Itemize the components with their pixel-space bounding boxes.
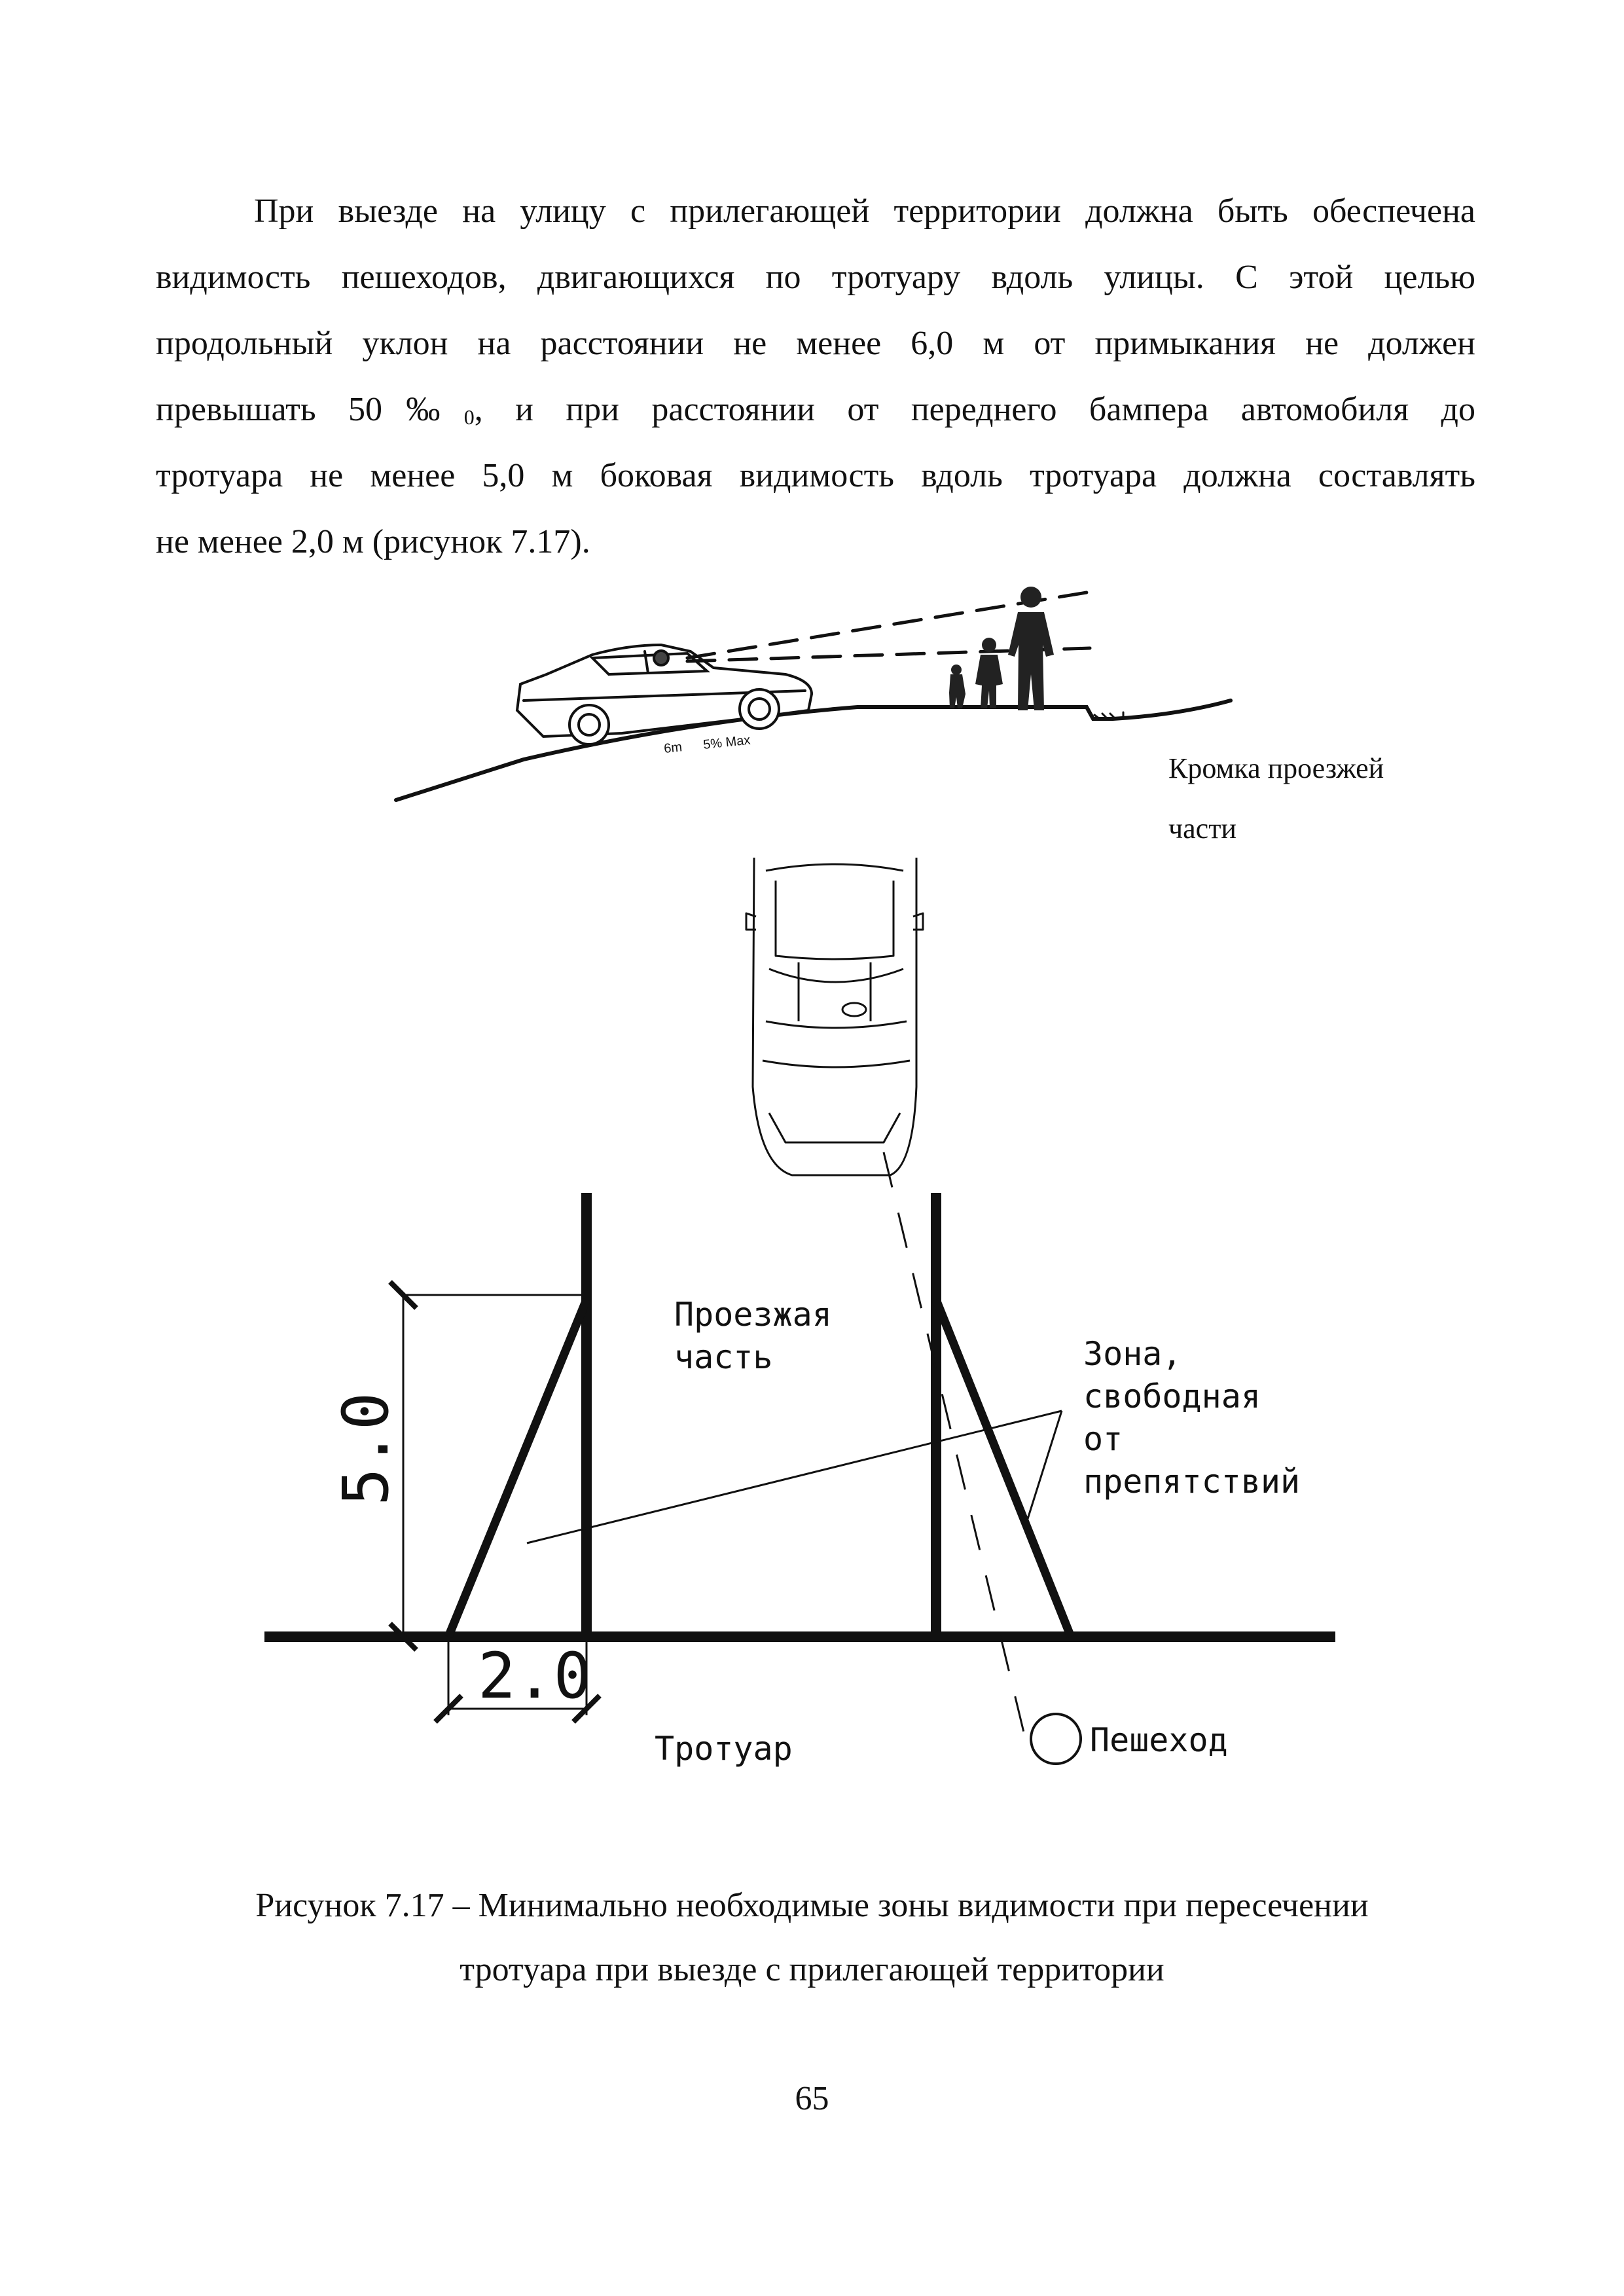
para-line-2: видимость пешеходов, двигающихся по тротуару вдоль улицы. С этой целью [156, 259, 1475, 296]
roadway-label-line2: часть [674, 1338, 773, 1376]
zone-leader-line [527, 1411, 1062, 1543]
permille-subscript: 0 [463, 405, 475, 429]
car-top-view-icon [746, 858, 923, 1175]
para-line-1: При выезде на улицу с прилегающей территории должна быть обеспечена [254, 192, 1475, 230]
para-line-4b: , и при расстоянии от переднего бампера автомобиля до [474, 391, 1475, 428]
figure-caption [118, 1874, 1506, 2002]
slope-label-6m: 6m [663, 740, 683, 756]
page-number: 65 [795, 2080, 829, 2117]
car-side-icon [517, 645, 812, 744]
zone-label-line3: от [1083, 1420, 1123, 1458]
roadway-edge-label-line1: Кромка проезжей [1168, 752, 1384, 784]
pedestrian-child-icon [975, 638, 1003, 708]
dog-icon [949, 665, 965, 708]
dim-horizontal-label: 2.0 [478, 1639, 592, 1713]
zone-label-line2: свободная [1083, 1377, 1261, 1415]
roadway-label-line1: Проезжая [674, 1296, 832, 1334]
roadway-edge-label-line2: части [1168, 812, 1236, 845]
para-line-6: не менее 2,0 м (рисунок 7.17). [156, 523, 590, 560]
para-line-4a: превышать 50‰ [156, 391, 464, 428]
pedestrian-circle-icon [1031, 1714, 1081, 1764]
caption-line2: тротуара при выезде с прилегающей территории [460, 1951, 1164, 1988]
dim-vertical-label: 5.0 [329, 1392, 403, 1506]
side-view-illustration [396, 587, 1231, 800]
para-line-3: продольный уклон на расстоянии не менее 6,0 м от примыкания не должен [156, 325, 1475, 362]
visibility-triangle-left [448, 1300, 586, 1637]
zone-label-line1: Зона, [1083, 1335, 1182, 1373]
visibility-triangle-right [936, 1300, 1071, 1637]
sidewalk-label: Тротуар [655, 1730, 793, 1768]
caption-line1: Рисунок 7.17 – Минимально необходимые зоны видимости при пересечении [255, 1887, 1369, 1924]
slope-label-5pct: 5% Max [702, 733, 751, 752]
pedestrian-adult-icon [1008, 587, 1054, 710]
zone-label-line4: препятствий [1083, 1463, 1301, 1501]
pedestrian-label: Пешеход [1090, 1721, 1228, 1759]
pedestrian-sight-line [884, 1152, 1024, 1735]
plan-view-diagram [264, 858, 1335, 1768]
roadway-edge-label [1168, 738, 1384, 859]
zone-leader-line-2 [1028, 1411, 1062, 1519]
para-line-5: тротуара не менее 5,0 м боковая видимость вдоль тротуара должна составлять [156, 457, 1475, 494]
